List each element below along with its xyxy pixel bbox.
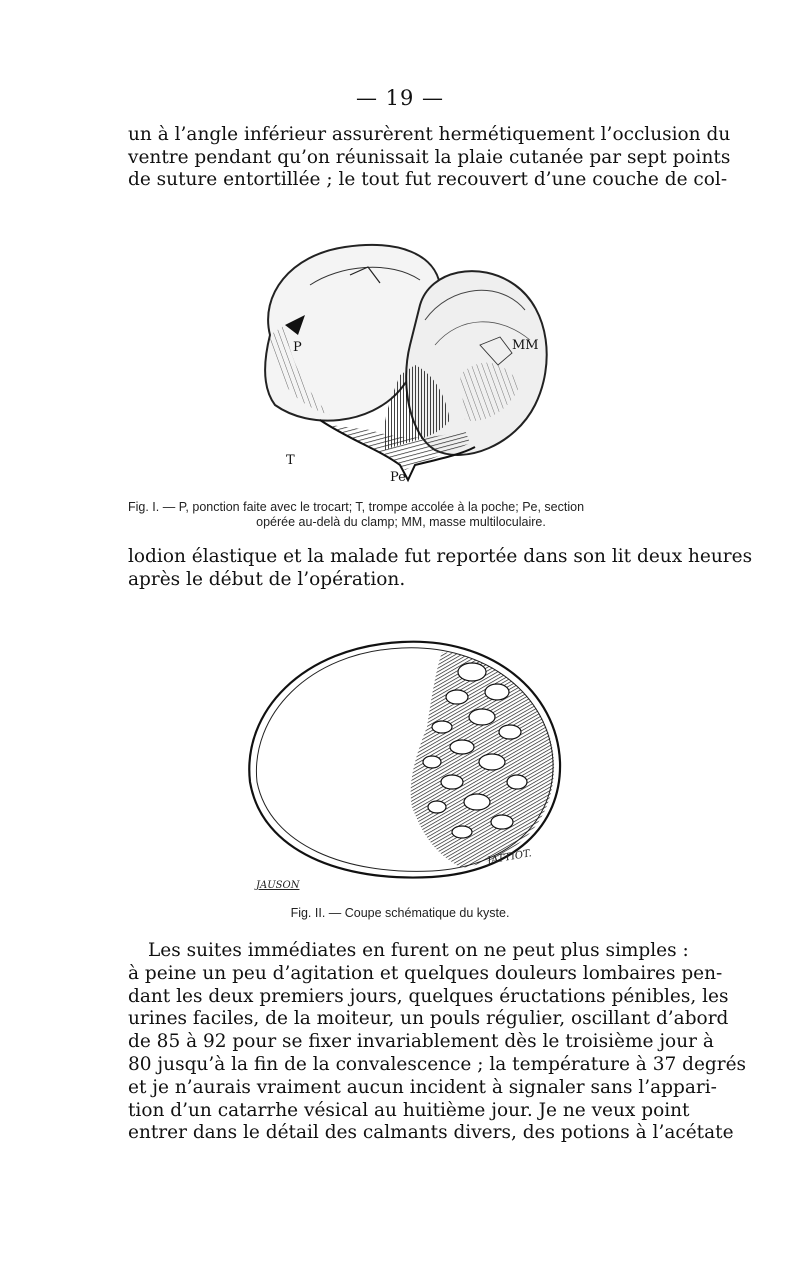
page-number: — 19 — bbox=[355, 86, 445, 110]
text-line: de 85 à 92 pour se fixer invariablement dès le troisième jour à bbox=[128, 1031, 714, 1053]
figure-1-illustration bbox=[250, 225, 560, 487]
text-line: et je n’aurais vraiment aucun incident à signaler sans l’appari- bbox=[128, 1076, 717, 1098]
text-line: dant les deux premiers jours, quelques éructations pénibles, les bbox=[128, 985, 729, 1007]
figure-2-caption: Fig. II. — Coupe schématique du kyste. bbox=[290, 906, 510, 920]
text-line: ventre pendant qu’on réunissait la plaie cutanée par sept points bbox=[128, 146, 731, 168]
text-line: de suture entortillée ; le tout fut recouvert d’une couche de col- bbox=[128, 169, 728, 190]
figure-label-t: T bbox=[286, 453, 295, 468]
paragraph-top bbox=[128, 124, 731, 192]
caption-line: Fig. I. — P, ponction faite avec le trocart; T, trompe accolée à la poche; Pe, section bbox=[128, 500, 585, 514]
caption-line: opérée au-delà du clamp; MM, masse multiloculaire. bbox=[256, 515, 546, 529]
text-line: un à l’angle inférieur assurèrent hermétiquement l’occlusion du bbox=[128, 124, 731, 145]
text-line: lodion élastique et la malade fut reportée dans son lit deux heures bbox=[128, 546, 753, 567]
text-line: urines faciles, de la moiteur, un pouls régulier, oscillant d’abord bbox=[128, 1008, 729, 1030]
text-line: après le début de l’opération. bbox=[128, 568, 406, 590]
text-line: 80 jusqu’à la fin de la convalescence ; la température à 37 degrés bbox=[128, 1053, 747, 1075]
paragraph-bottom bbox=[128, 940, 747, 1145]
text-line: Les suites immédiates en furent on ne peut plus simples : bbox=[148, 940, 689, 961]
text-line: tion d’un catarrhe vésical au huitième jour. Je ne veux point bbox=[128, 1099, 690, 1121]
text-line: à peine un peu d’agitation et quelques douleurs lombaires pen- bbox=[128, 962, 723, 984]
figure-2-illustration bbox=[242, 632, 564, 884]
figure-label-p: P bbox=[293, 340, 302, 355]
engraver-signature: JAUSON bbox=[256, 880, 300, 891]
paragraph-middle bbox=[128, 546, 753, 591]
artist-signature: JATTIOT. bbox=[486, 848, 533, 867]
figure-label-pe: Pe bbox=[390, 470, 406, 485]
figure-label-mm: MM bbox=[512, 338, 539, 353]
figure-1-caption bbox=[128, 500, 674, 530]
text-line: entrer dans le détail des calmants divers, des potions à l’acétate bbox=[128, 1122, 734, 1144]
